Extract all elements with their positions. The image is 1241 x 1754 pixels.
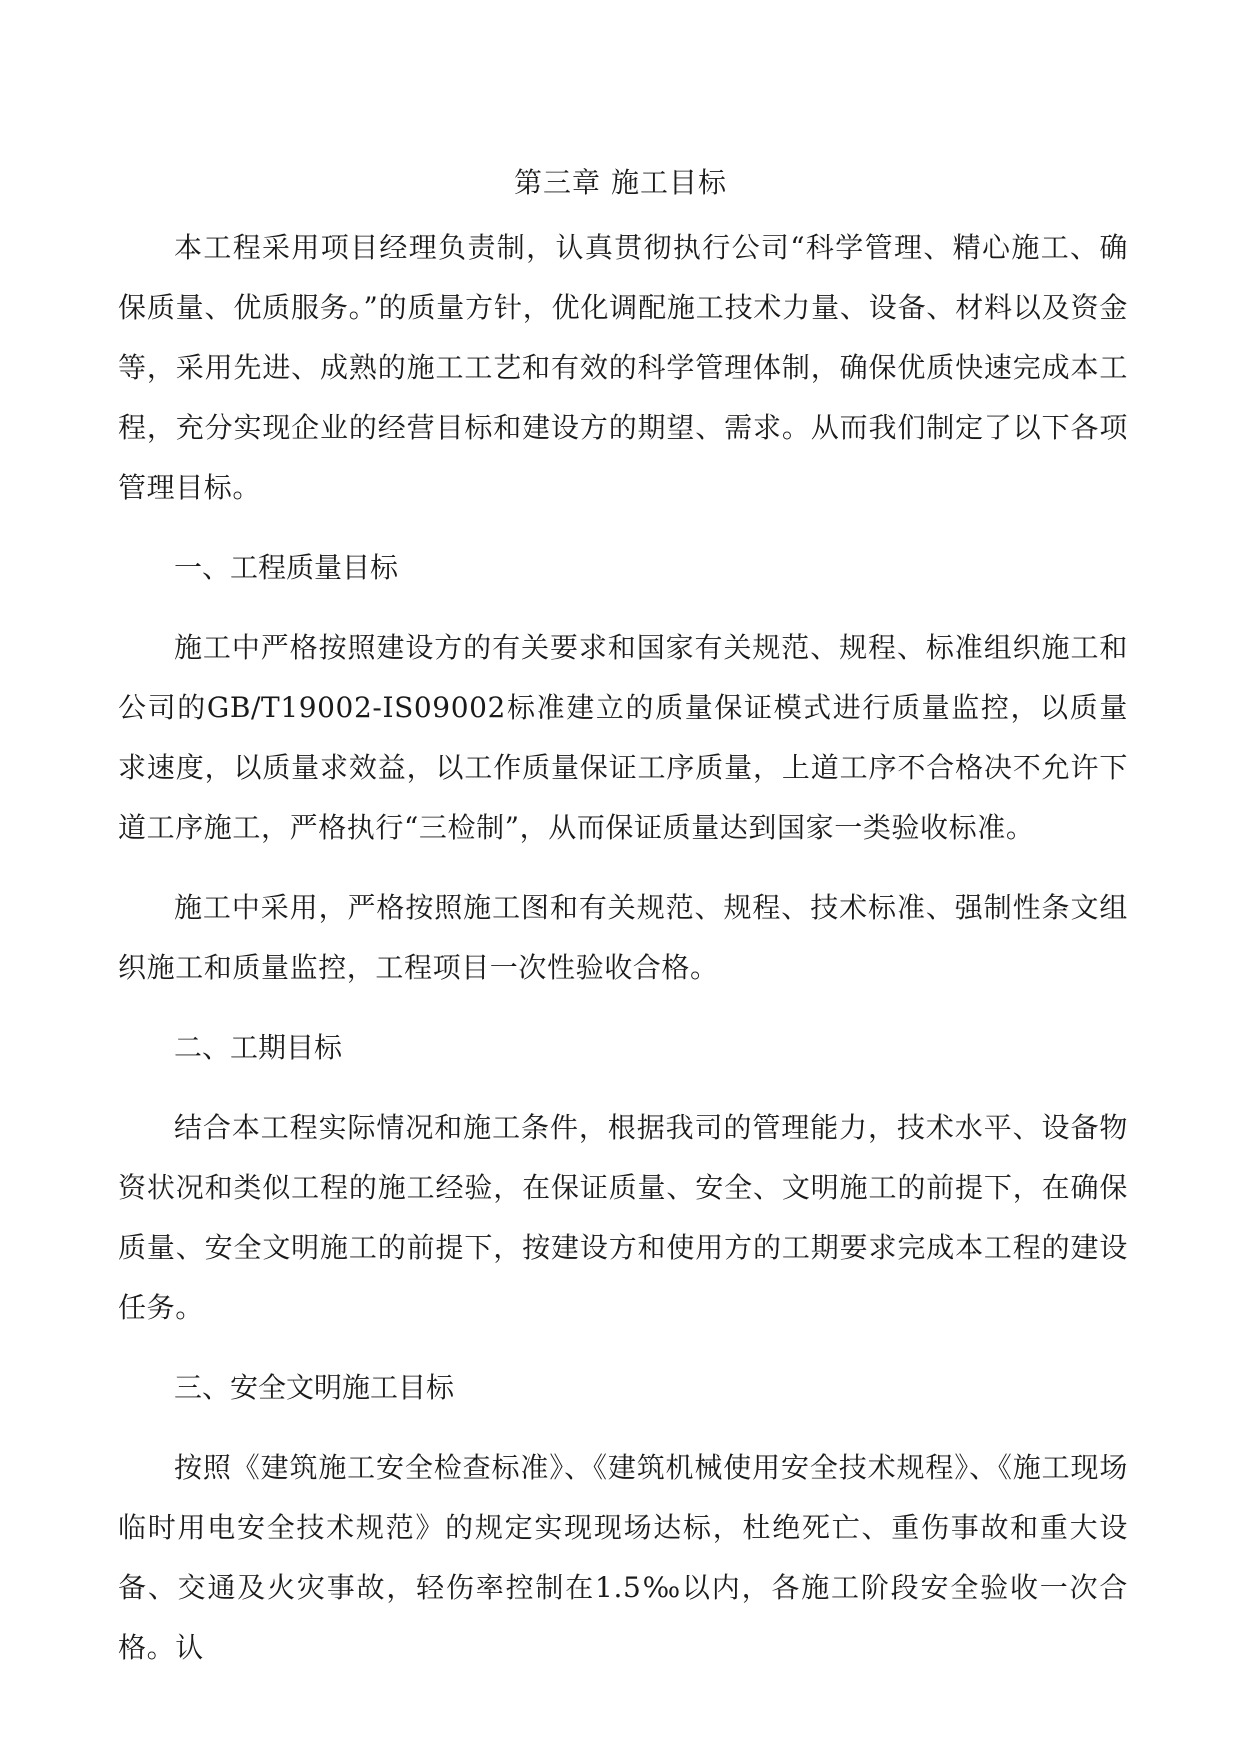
chapter-title: 第三章 施工目标 [514, 166, 727, 199]
section-heading-schedule: 二、工期目标 [174, 1031, 343, 1064]
intro-paragraph: 本工程采用项目经理负责制，认真贯彻执行公司“科学管理、精心施工、确保质量、优质服务。”的质量方针，优化调配施工技术力量、设备、材料以及资金等，采用先进、成熟的施工工艺和有效的科学管理体制，确保优质快速完成本工程，充分实现企业的经营目标和建设方的期望、需求。从而我们制定了以下各项管理目标。 [118, 231, 1128, 504]
section-heading-quality: 一、工程质量目标 [174, 551, 399, 584]
schedule-paragraph: 结合本工程实际情况和施工条件，根据我司的管理能力，技术水平、设备物资状况和类似工程的施工经验，在保证质量、安全、文明施工的前提下，在确保质量、安全文明施工的前提下，按建设方和使用方的工期要求完成本工程的建设任务。 [118, 1111, 1128, 1324]
section-heading-safety: 三、安全文明施工目标 [174, 1371, 455, 1404]
safety-paragraph: 按照《建筑施工安全检查标准》、《建筑机械使用安全技术规程》、《施工现场临时用电安全技术规范》的规定实现现场达标，杜绝死亡、重伤事故和重大设备、交通及火灾事故，轻伤率控制在1.5‰以内，各施工阶段安全验收一次合格。认 [118, 1451, 1128, 1664]
document-body [118, 218, 1128, 1698]
quality-paragraph-1: 施工中严格按照建设方的有关要求和国家有关规范、规程、标准组织施工和公司的GB/T19002-IS09002标准建立的质量保证模式进行质量监控，以质量求速度，以质量求效益，以工作质量保证工序质量，上道工序不合格决不允许下道工序施工，严格执行“三检制”，从而保证质量达到国家一类验收标准。 [118, 631, 1128, 844]
quality-paragraph-2: 施工中采用，严格按照施工图和有关规范、规程、技术标准、强制性条文组织施工和质量监控，工程项目一次性验收合格。 [118, 891, 1128, 984]
